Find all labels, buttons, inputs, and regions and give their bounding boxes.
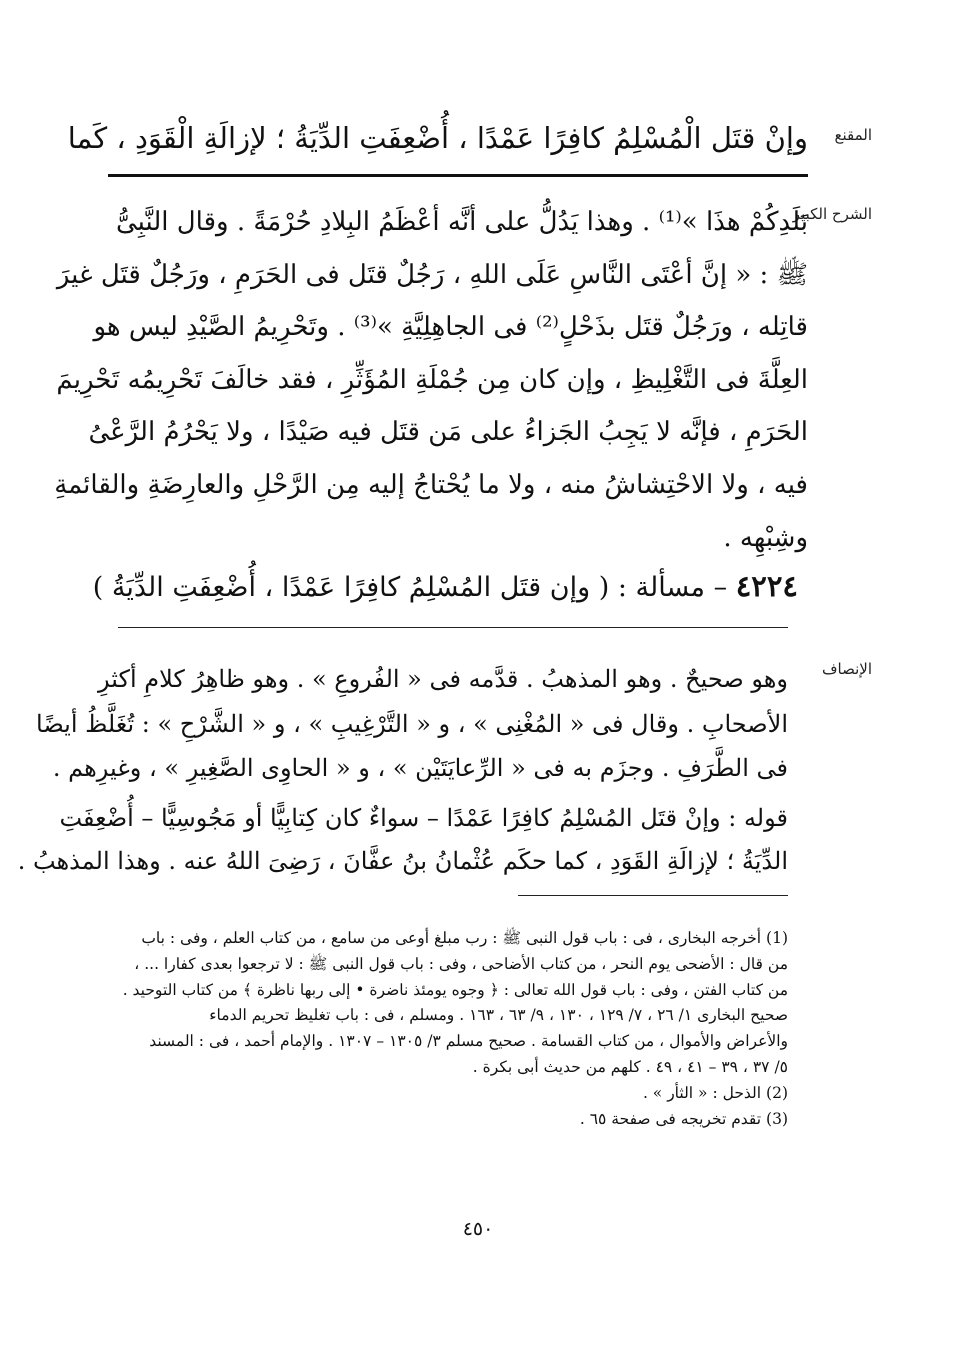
footnote-line: (1) أخرجه البخارى ، فى : باب قول النبى ﷺ : رب مبلغ أوعى من سامع ، من كتاب العلم ، وفى : باب	[141, 929, 788, 947]
qawluh-text	[17, 797, 788, 883]
footnote-line: (2) الذحل : « الثأر » .	[642, 1083, 788, 1102]
footnote-line: والأعراض والأموال ، من كتاب القسامة . صحيح مسلم ٣/ ١٣٠٥ – ١٣٠٧ . والإمام أحمد ، فى : المسند	[149, 1032, 788, 1051]
sharh-text	[54, 196, 808, 564]
sharh-line: الحَرَمِ ، فإنَّه لا يَجِبُ الجَزاءُ على مَن قتَل فيه صَيْدًا ، ولا يَحْرُمُ الرَّعْىُ	[88, 417, 808, 448]
sharh-line: وشِبْهِه .	[723, 522, 808, 553]
footnote-line: ٥/ ٣٧ ، ٣٩ – ٤١ ، ٤٩ . كلهم من حديث أبى بكرة .	[472, 1057, 788, 1076]
masala-number: ٤٢٢٤	[735, 569, 798, 603]
footnote-line: من كتاب الفتن ، وفى : باب قول الله تعالى : ﴿ وجوه يومئذ ناضرة • إلى ربها ناظرة ﴾ من كتاب التوحيد .	[122, 980, 788, 999]
label-sharh: الشرح الكبير	[792, 205, 872, 223]
muqni-text	[67, 112, 808, 164]
masala-heading	[92, 566, 798, 608]
sharh-line: فيه ، ولا الاحْتِشاشُ منه ، ولا ما يُحْتاجُ إليه مِن الرَّحْلِ والعارِضَةِ والقائمةِ	[54, 469, 808, 500]
insaf-line: وهو صحيحٌ . وهو المذهبُ . قدَّمه فى « الفُروعِ » . وهو ظاهِرُ كلامِ أكثرِ	[98, 665, 788, 693]
insaf-line: الأصحابِ . وقال فى « المُغْنِى » ، و « التَّرْغِيبِ » ، و « الشَّرْحِ » : تُغَلَّظُ أيضًا	[36, 709, 788, 738]
label-muqni: المقنع	[834, 126, 872, 144]
muqni-line: وإنْ قتَل الْمُسْلِمُ كافِرًا عَمْدًا ، أُضْعِفَتِ الدِّيَةُ ؛ لإزالَةِ الْقَوَدِ ، كَما	[67, 121, 808, 155]
masala-text: – مسألة : ( وإن قتَل المُسْلِمُ كافِرًا عَمْدًا ، أُضْعِفَتِ الدِّيَةُ )	[92, 572, 728, 603]
sharh-line: العِلَّةَ فى التَّغْلِيظِ ، وإن كان مِن جُمْلَةِ المُؤَثِّرِ ، فقد خالَفَ تَحْرِيمُه تَحْرِيمَ	[56, 364, 808, 395]
footnote-line: (3) تقدم تخريجه فى صفحة ٦٥ .	[579, 1109, 788, 1128]
sharh-line: ﷺ : « إنَّ أعْتَى النَّاسِ عَلَى اللهِ ، رَجُلٌ قتَل فى الحَرَمِ ، ورَجُلٌ قتَل غيرَ	[56, 259, 808, 290]
footnote-line: صحيح البخارى ١/ ٢٦ ، ٧/ ١٢٩ ، ١٣٠ ، ٩/ ٦٣ ، ١٦٣ . ومسلم ، فى : باب تغليظ تحريم الدماء	[209, 1006, 788, 1025]
section-divider-thin	[118, 627, 788, 628]
insaf-line: فى الطَّرَفِ . وجزَم به فى « الرِّعايَتَيْن » ، و « الحاوِى الصَّغِيرِ » ، وغيرِهم .	[52, 754, 788, 782]
qawluh-line: قوله : وإنْ قتَل المُسْلِمُ كافِرًا عَمْدًا – سواءٌ كان كِتابِيًّا أو مَجُوسِيًّا – أُضْعِفَتِ	[59, 804, 788, 832]
footnote-separator	[518, 895, 788, 896]
footnotes	[120, 926, 788, 1132]
sharh-line: بَلَدِكُمْ هذَا »⁽¹⁾ . وهذا يَدُلُّ على أنَّه أعْظَمُ البِلادِ حُرْمَةً . وقال النَّبِىُّ	[116, 207, 808, 237]
qawluh-line: الدِّيَةُ ؛ لإزالَةِ القَوَدِ ، كما حكَم عُثْمانُ بنُ عفَّانَ ، رَضِىَ اللهُ عنه . وهذا المذهبُ .	[17, 847, 788, 875]
footnote-line: من قال : الأضحى يوم النحر ، من كتاب الأضاحى ، وفى : باب قول النبى ﷺ : لا ترجعوا بعدى كفارا ... ،	[134, 954, 788, 973]
page-number: ٤٥٠	[462, 1218, 494, 1240]
section-divider-thick	[108, 174, 808, 177]
label-insaf: الإنصاف	[821, 660, 872, 678]
insaf-text	[36, 657, 788, 791]
sharh-line: قاتِله ، ورَجُلٌ قتَل بذَحْلٍ⁽²⁾ فى الجاهِلِيَّةِ »⁽³⁾ . وتَحْرِيمُ الصَّيْدِ ليس هو	[93, 312, 808, 343]
